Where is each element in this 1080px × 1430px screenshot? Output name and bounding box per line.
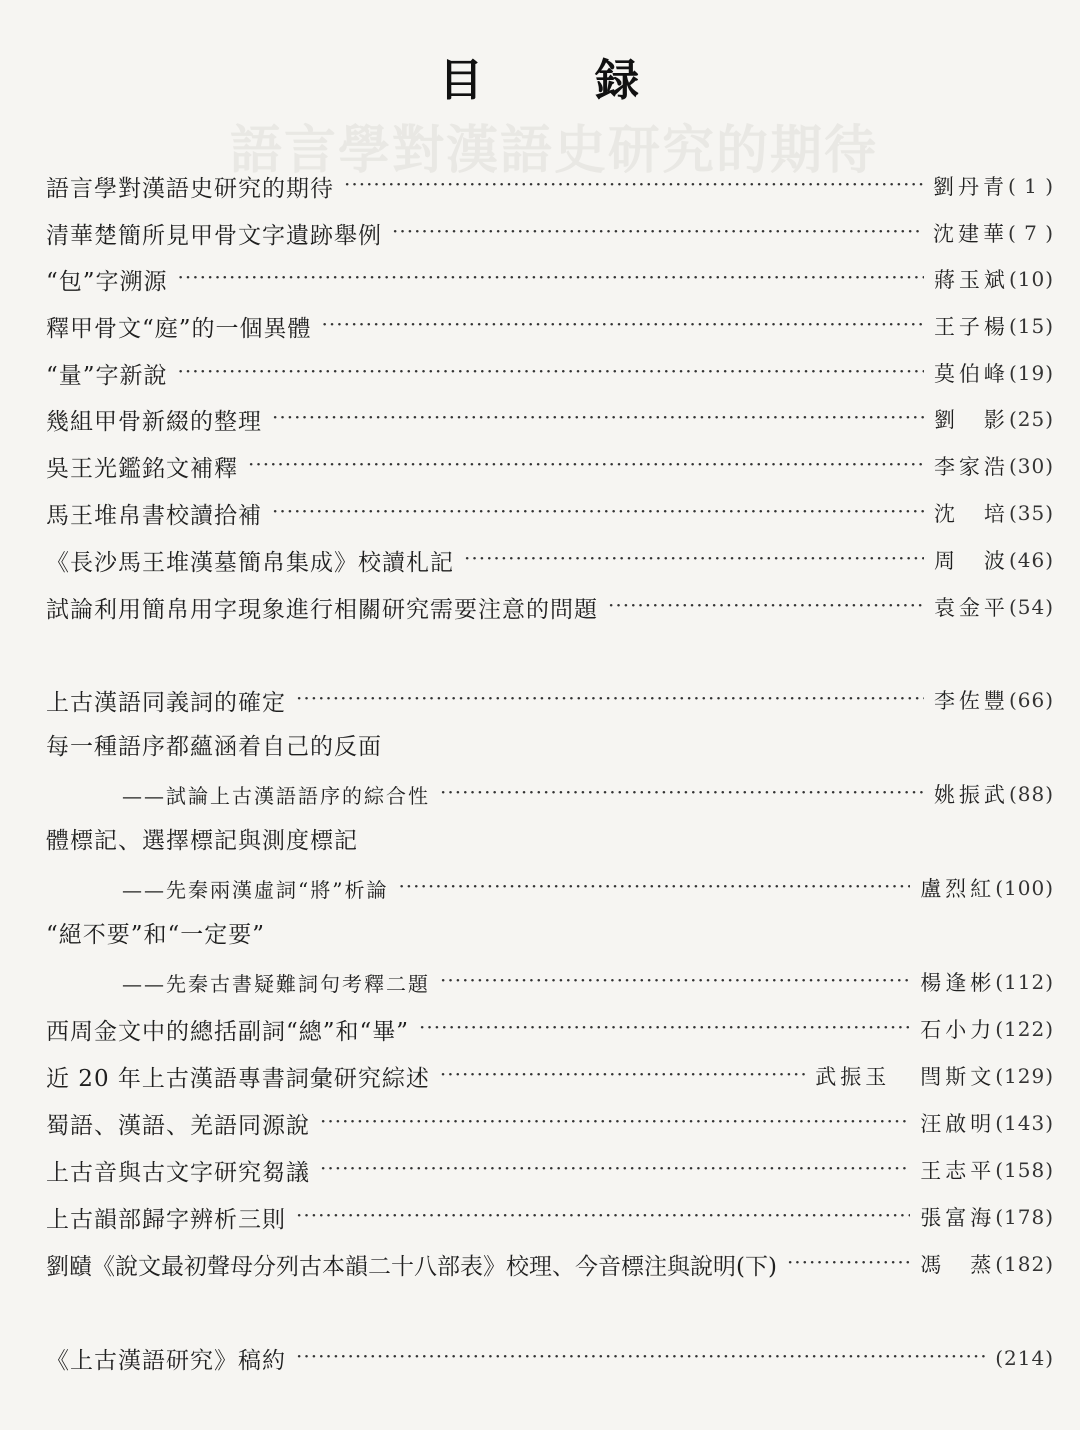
entry-page: (10) — [1008, 267, 1054, 291]
entry-author: 劉 影 — [933, 408, 1009, 432]
entry-title: 近 20 年上古漢語專書詞彙研究綜述 — [46, 1065, 430, 1092]
entry-page: (100) — [995, 876, 1054, 900]
entry-title: 上古音與古文字研究芻議 — [46, 1159, 310, 1186]
entry-page: (46) — [1008, 548, 1054, 572]
toc-entry[interactable] — [46, 680, 1054, 720]
entry-page: (214) — [995, 1346, 1054, 1370]
entry-author: 袁金平 — [933, 596, 1009, 620]
leader-dots — [440, 1056, 805, 1096]
leader-dots — [296, 680, 924, 720]
leader-dots — [296, 1338, 985, 1378]
entry-title: 西周金文中的總括副詞“總”和“畢” — [46, 1018, 410, 1045]
leader-dots — [398, 868, 910, 908]
leader-dots — [320, 1103, 910, 1143]
toc-entry[interactable] — [46, 353, 1054, 393]
toc-entry[interactable] — [46, 259, 1054, 299]
entry-title: 《長沙馬王堆漢墓簡帛集成》校讀札記 — [46, 549, 454, 576]
entry-author: 汪啟明 — [920, 1112, 996, 1136]
leader-dots — [272, 493, 924, 533]
leader-dots — [464, 540, 924, 580]
entry-title: 上古漢語同義詞的確定 — [46, 689, 286, 716]
leader-dots — [178, 259, 924, 299]
toc-entry[interactable] — [46, 399, 1054, 439]
toc-entry[interactable] — [46, 1244, 1054, 1284]
entry-title: 幾組甲骨新綴的整理 — [46, 408, 262, 435]
toc-entry[interactable] — [46, 306, 1054, 346]
toc-entry[interactable] — [46, 1338, 1054, 1378]
entry-title: 《上古漢語研究》稿約 — [46, 1347, 286, 1374]
entry-author: 王子楊 — [933, 315, 1009, 339]
leader-dots — [344, 166, 923, 206]
entry-author: 劉丹青 — [932, 175, 1008, 199]
entry-title: “量”字新說 — [46, 362, 168, 389]
toc-entry[interactable] — [46, 587, 1054, 627]
toc-entry[interactable] — [46, 493, 1054, 533]
entry-page: (178) — [995, 1205, 1054, 1229]
entry-title: 釋甲骨文“庭”的一個異體 — [46, 315, 312, 342]
entry-author: 馮 蒸 — [920, 1253, 996, 1277]
toc-entry[interactable] — [46, 774, 1054, 814]
leader-dots — [272, 399, 924, 439]
entry-title: 語言學對漢語史研究的期待 — [46, 175, 334, 202]
toc-entry[interactable] — [46, 868, 1054, 908]
entry-page: (15) — [1008, 314, 1054, 338]
entry-author: 王志平 — [920, 1159, 996, 1183]
entry-title: “包”字溯源 — [46, 268, 168, 295]
entry-author: 沈 培 — [933, 502, 1009, 526]
entry-author: 李佐豐 — [933, 689, 1009, 713]
entry-title: 劉賾《說文最初聲母分列古本韻二十八部表》校理、今音標注與說明(下) — [46, 1253, 777, 1280]
entry-subtitle: ——先秦古書疑難詞句考釋二題 — [122, 971, 430, 996]
leader-dots — [419, 1009, 910, 1049]
entry-page: (158) — [995, 1158, 1054, 1182]
toc-entry[interactable] — [46, 446, 1054, 486]
leader-dots — [248, 446, 924, 486]
entry-page: (112) — [995, 970, 1054, 994]
entry-title: 清華楚簡所見甲骨文字遺跡舉例 — [46, 222, 382, 249]
entry-title: 吳王光鑑銘文補釋 — [46, 455, 238, 482]
entry-subtitle: ——試論上古漢語語序的綜合性 — [122, 783, 430, 808]
toc-entry-heading[interactable]: 體標記、選擇標記與測度標記 — [46, 828, 358, 854]
entry-page: (30) — [1008, 454, 1054, 478]
toc-entry[interactable] — [46, 1009, 1054, 1049]
leader-dots — [320, 1150, 910, 1190]
entry-author: 石小力 — [920, 1018, 996, 1042]
toc-entry[interactable] — [46, 1103, 1054, 1143]
leader-dots — [787, 1244, 910, 1284]
entry-page: (66) — [1008, 688, 1054, 712]
toc-entry[interactable] — [46, 1056, 1054, 1096]
entry-page: ( 7 ) — [1007, 221, 1054, 245]
entry-coauthor: 武振玉 — [815, 1065, 891, 1089]
entry-author: 楊逢彬 — [920, 971, 996, 995]
toc-entry[interactable] — [46, 1197, 1054, 1237]
entry-author: 蔣玉斌 — [933, 268, 1009, 292]
entry-page: (129) — [995, 1064, 1054, 1088]
entry-title: 試論利用簡帛用字現象進行相關研究需要注意的問題 — [46, 596, 598, 623]
toc-entry-heading[interactable]: 每一種語序都蘊涵着自己的反面 — [46, 734, 382, 760]
entry-page: (54) — [1008, 595, 1054, 619]
entry-subtitle: ——先秦兩漢虛詞“將”析論 — [122, 877, 389, 902]
leader-dots — [608, 587, 924, 627]
leader-dots — [322, 306, 924, 346]
toc-entry[interactable] — [46, 962, 1054, 1002]
leader-dots — [392, 213, 923, 253]
entry-author: 張富海 — [920, 1206, 996, 1230]
entry-page: (88) — [1008, 782, 1054, 806]
entry-author: 盧烈紅 — [920, 877, 996, 901]
entry-author: 閆斯文 — [920, 1065, 996, 1089]
toc-entry[interactable] — [46, 166, 1054, 206]
leader-dots — [440, 774, 924, 814]
entry-page: (35) — [1008, 501, 1054, 525]
entry-title: 蜀語、漢語、羌語同源說 — [46, 1112, 310, 1139]
toc-entry[interactable] — [46, 540, 1054, 580]
toc-entry-heading[interactable]: “絕不要”和“一定要” — [46, 922, 266, 948]
toc-entry[interactable] — [46, 1150, 1054, 1190]
entry-title: 馬王堆帛書校讀拾補 — [46, 502, 262, 529]
entry-page: (122) — [995, 1017, 1054, 1041]
entry-author: 李家浩 — [933, 455, 1009, 479]
leader-dots — [178, 353, 924, 393]
entry-title: 上古韻部歸字辨析三則 — [46, 1206, 286, 1233]
entry-author: 沈建華 — [932, 222, 1008, 246]
page-title: 目 録 — [439, 55, 641, 106]
leader-dots — [440, 962, 910, 1002]
entry-page: (19) — [1008, 361, 1054, 385]
entry-author: 周 波 — [933, 549, 1009, 573]
entry-page: (143) — [995, 1111, 1054, 1135]
entry-page: (182) — [995, 1252, 1054, 1276]
entry-author: 姚振武 — [933, 783, 1009, 807]
toc-entry[interactable] — [46, 213, 1054, 253]
entry-page: ( 1 ) — [1007, 174, 1054, 198]
bleed-through-heading: 語言學對漢語史研究的期待 — [230, 120, 879, 181]
entry-page: (25) — [1008, 407, 1054, 431]
entry-author: 莫伯峰 — [933, 362, 1009, 386]
leader-dots — [296, 1197, 910, 1237]
